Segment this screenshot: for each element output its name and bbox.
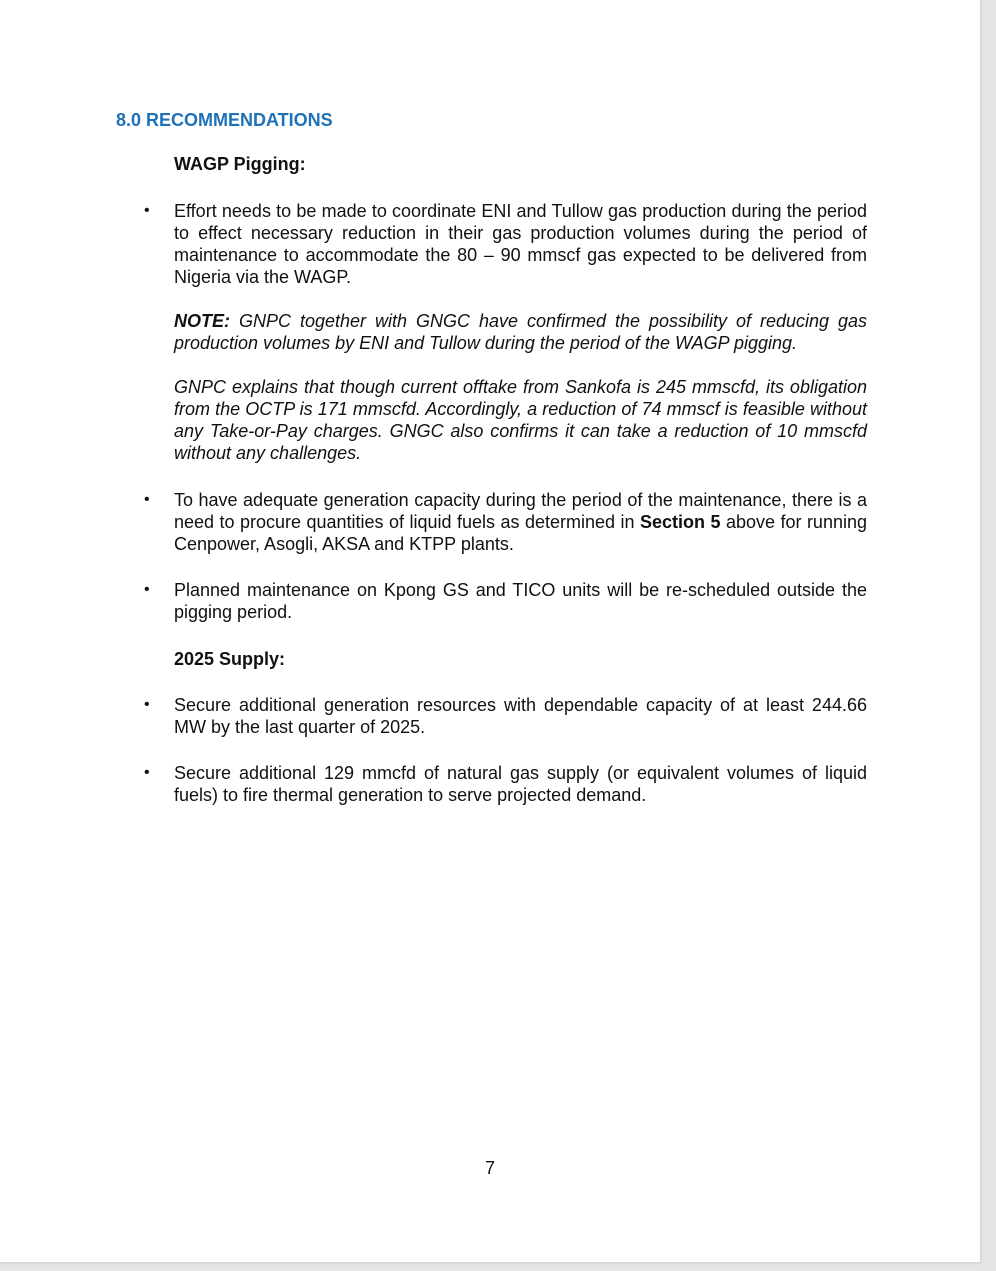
note-paragraph-2: GNPC explains that though current offtake from Sankofa is 245 mmscfd, its obligation from the OCTP is 171 mmscfd. Accordingly, a reduction of 74 mmscf is feasible without any Take-or-Pay charges. GNGC also confirms it can take a reduction of 10 mmscfd without any challenges. [174, 377, 867, 463]
list-item-text-part: above for running Cenpower, Asogli, AKSA and KTPP plants. [174, 512, 867, 554]
bullet-icon: • [144, 491, 150, 508]
list-item-text-part: To have adequate generation capacity during the period of the maintenance, there is a need to procure quantities of liquid fuels as determined in [174, 490, 867, 532]
section-heading: 8.0 RECOMMENDATIONS [116, 110, 333, 130]
section-reference: Section 5 [639, 512, 721, 532]
list-item [144, 694, 867, 738]
list-item [144, 579, 867, 623]
list-item [144, 200, 867, 288]
page-number: 7 [484, 1158, 495, 1178]
list-item [144, 762, 867, 806]
note-paragraph [174, 310, 867, 354]
note-text: GNPC together with GNGC have confirmed the possibility of reducing gas production volumes by ENI and Tullow during the period of the WAGP pigging. [174, 311, 867, 353]
bullet-icon: • [144, 202, 150, 219]
list-item-text: Effort needs to be made to coordinate ENI and Tullow gas production during the period to effect necessary reduction in their gas production volumes during the period of maintenance to accommodate the 80 – 90 mmscf gas expected to be delivered from Nigeria via the WAGP. [174, 201, 867, 287]
list-item [144, 489, 867, 555]
list-item-text: Secure additional 129 mmcfd of natural gas supply (or equivalent volumes of liquid fuels) to fire thermal generation to serve projected demand. [174, 763, 867, 805]
list-item-text: Secure additional generation resources with dependable capacity of at least 244.66 MW by the last quarter of 2025. [174, 695, 867, 737]
note-label: NOTE: [174, 311, 230, 331]
bullet-icon: • [144, 764, 150, 781]
bullet-icon: • [144, 696, 150, 713]
bullet-icon: • [144, 581, 150, 598]
supply-2025-heading: 2025 Supply: [174, 649, 286, 669]
list-item-text [174, 489, 867, 555]
wagp-pigging-heading: WAGP Pigging: [174, 154, 306, 174]
list-item-text: Planned maintenance on Kpong GS and TICO units will be re-scheduled outside the pigging period. [174, 580, 867, 622]
